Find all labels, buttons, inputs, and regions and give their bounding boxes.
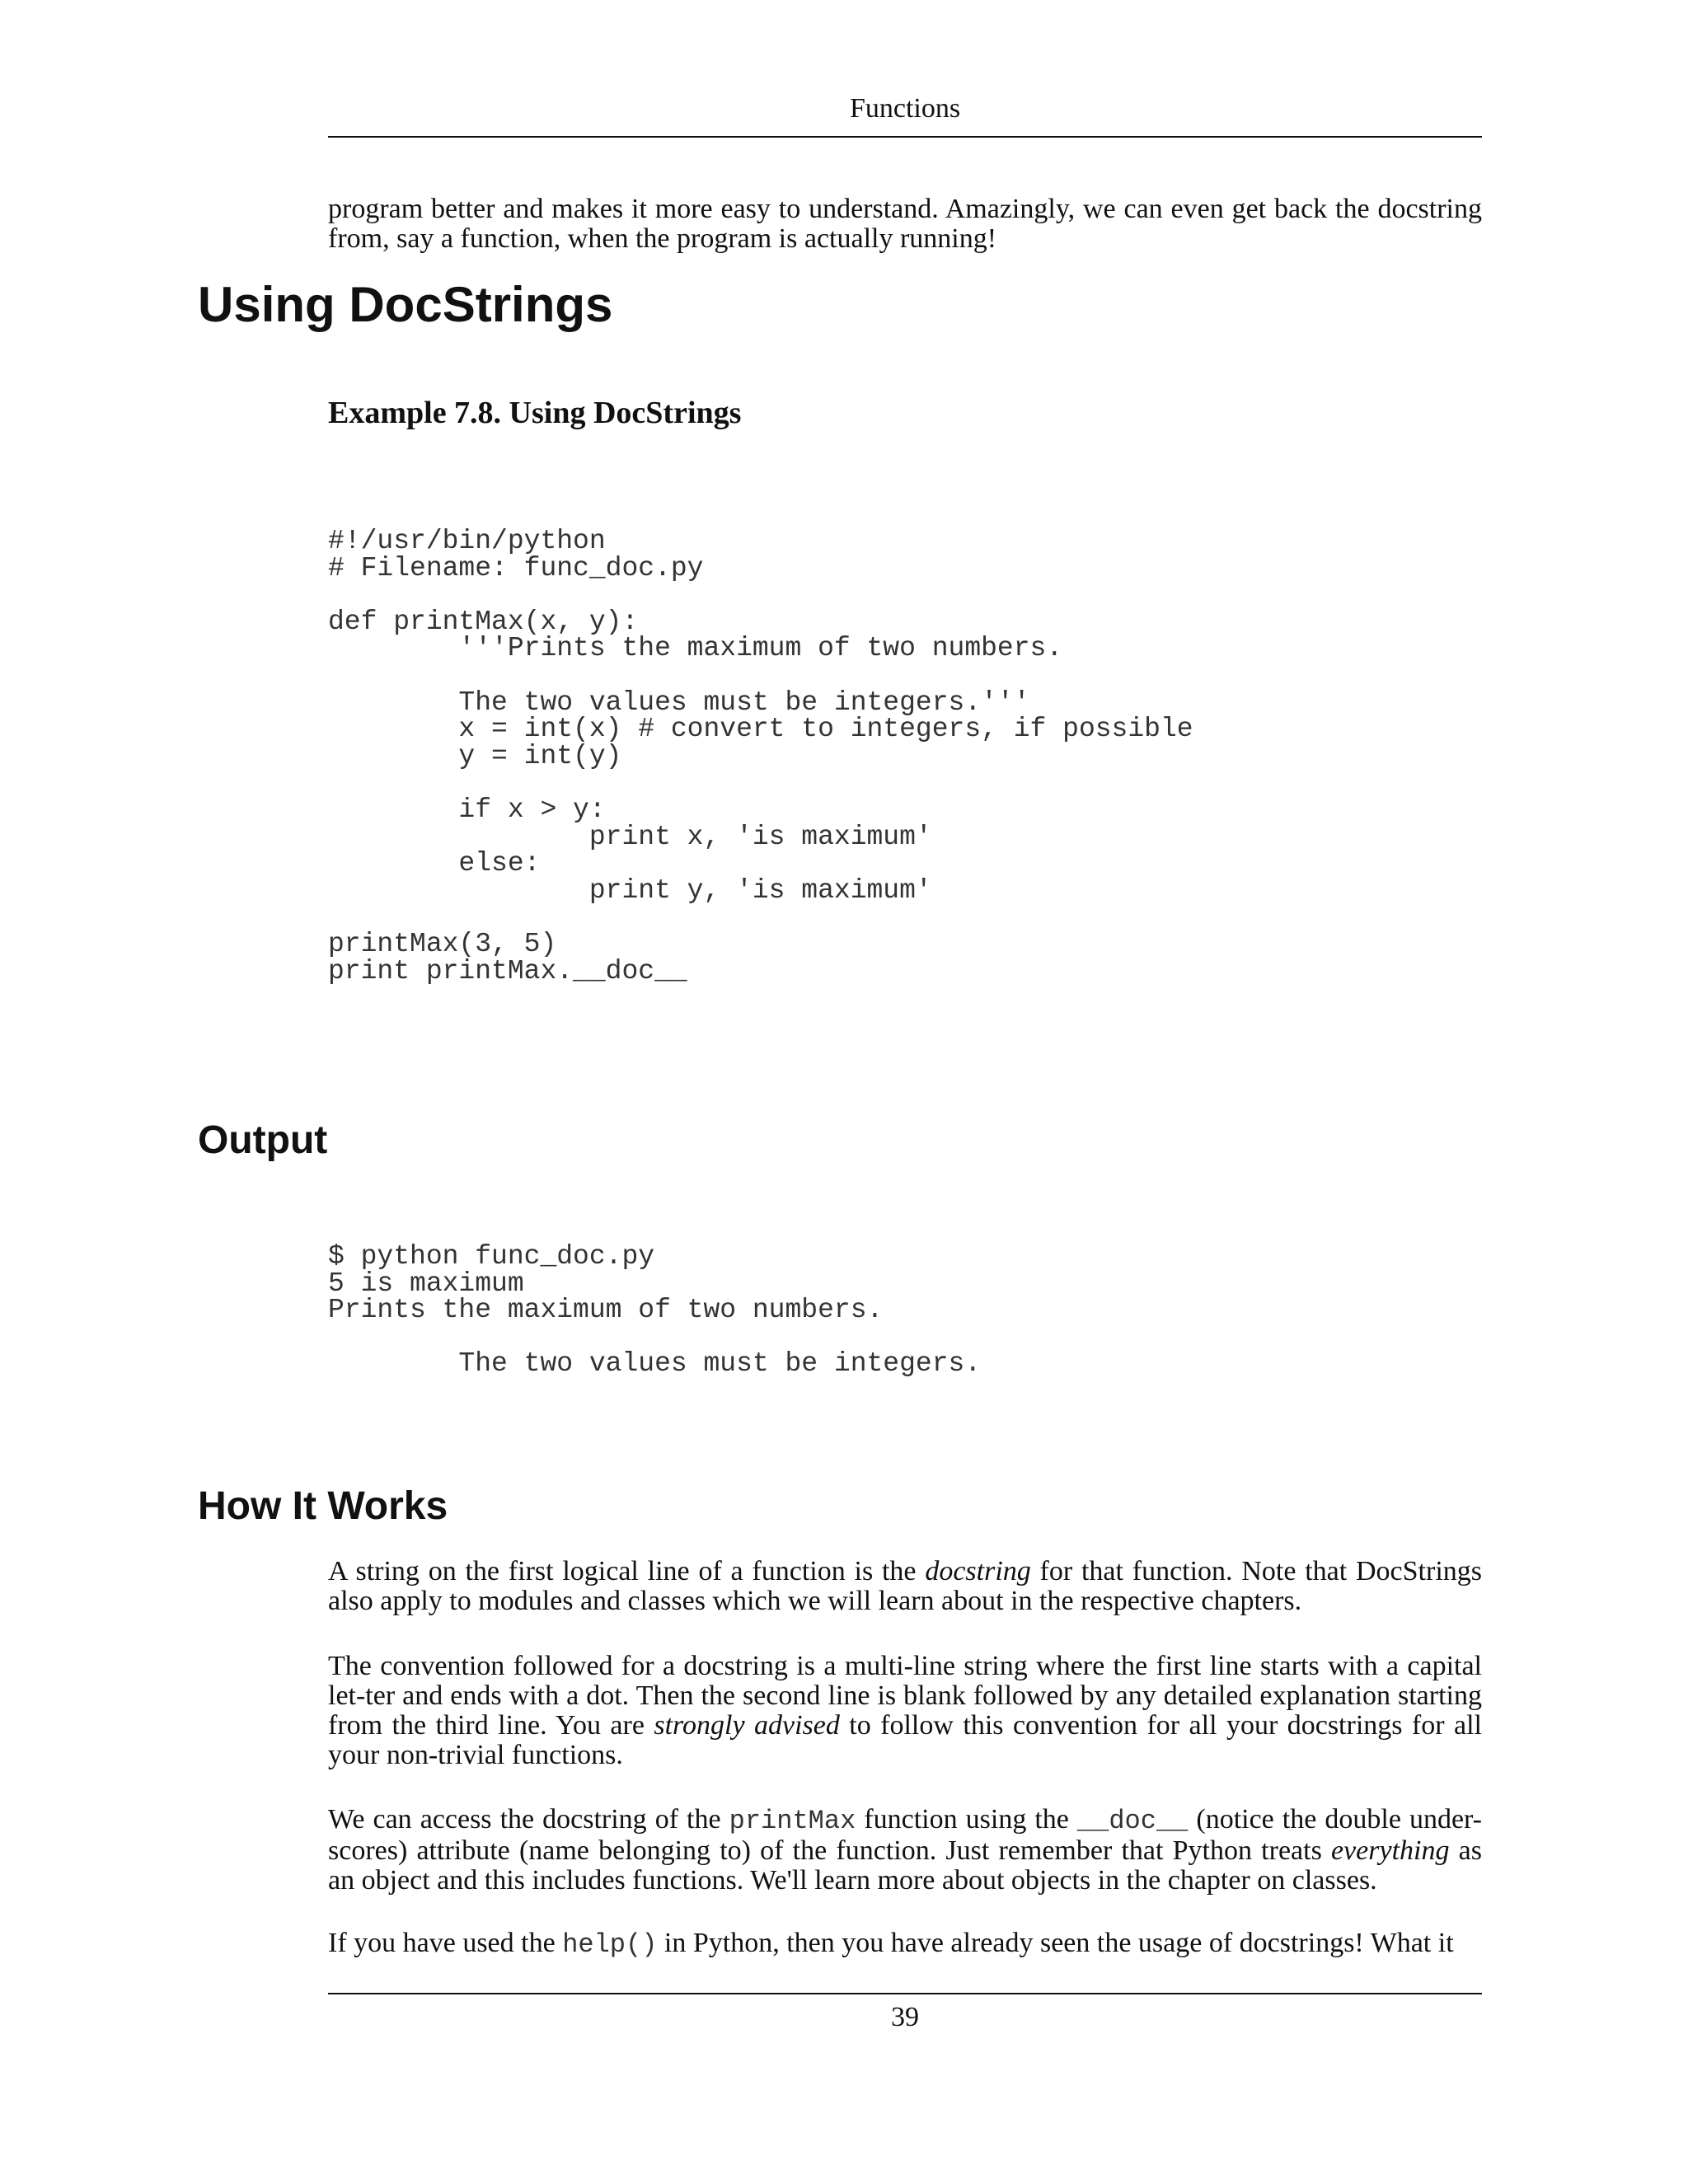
example-code-block: #!/usr/bin/python # Filename: func_doc.py def printMax(x, y): '''Prints the maximum of two numbers. The two values must be integers.''' x = int(x) # convert to integers, if possible y = int(y) if x > y: print x, 'is maximum' else: print y, 'is maximum' printMax(3, 5) print printMax.__doc__: [328, 526, 1193, 987]
how-it-works-paragraph-3: We can access the docstring of the printMax function using the __doc__ (notice the double under-scores) attribute (name belonging to) of the function. Just remember that Python treats everything as an object and this includes functions. We'll learn more about objects in the chapter on classes.: [328, 1804, 1482, 1896]
output-code-block: $ python func_doc.py 5 is maximum Prints the maximum of two numbers. The two values must be integers.: [328, 1241, 982, 1380]
section-heading: Using DocStrings: [198, 277, 613, 332]
header-rule: [328, 136, 1482, 138]
footer-rule: [328, 1993, 1482, 1994]
page-number: 39: [891, 2002, 919, 2032]
how-it-works-paragraph-2: The convention followed for a docstring is a multi-line string where the first line starts with a capital let-ter and ends with a dot. Then the second line is blank followed by any detailed explanation starting from the third line. You are strongly advised to follow this convention for all your docstrings for all your non-trivial functions.: [328, 1651, 1482, 1770]
how-it-works-heading: How It Works: [198, 1484, 448, 1528]
intro-paragraph: program better and makes it more easy to understand. Amazingly, we can even get back the docstring from, say a function, when the program is actually running!: [328, 194, 1482, 254]
running-header: Functions: [849, 93, 961, 124]
inline-code-printmax: printMax: [729, 1806, 856, 1836]
inline-code-doc: __doc__: [1076, 1806, 1189, 1836]
how-it-works-paragraph-4: If you have used the help() in Python, then you have already seen the usage of docstrings! What it: [328, 1928, 1454, 1960]
how-it-works-paragraph-1: A string on the first logical line of a function is the docstring for that function. Note that DocStrings also apply to modules and classes which we will learn about in the respective chapters.: [328, 1556, 1482, 1616]
example-title: Example 7.8. Using DocStrings: [328, 396, 742, 430]
inline-code-help: help(): [562, 1929, 658, 1960]
output-heading: Output: [198, 1118, 328, 1162]
